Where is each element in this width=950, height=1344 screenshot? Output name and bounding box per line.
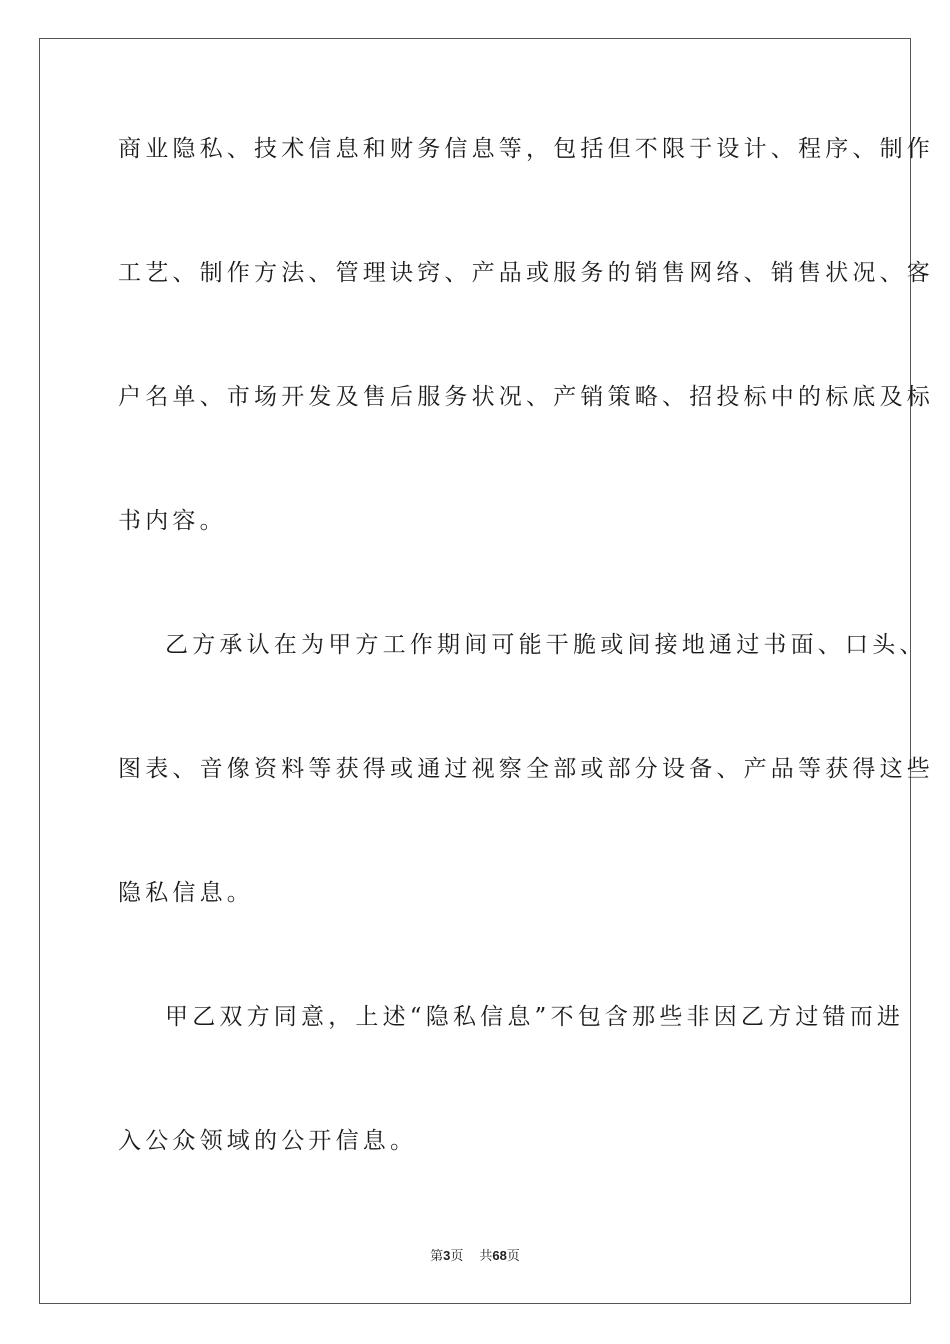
text-line-4: 书内容。 [118,508,227,534]
text-line-7: 隐私信息。 [118,880,254,906]
total-suffix: 页 [506,1249,520,1264]
text-line-3: 户名单、市场开发及售后服务状况、产销策略、招投标中的标底及标 [118,384,934,410]
text-line-5: 乙方承认在为甲方工作期间可能干脆或间接地通过书面、口头、 [165,632,927,658]
text-line-1: 商业隐私、技术信息和财务信息等，包括但不限于设计、程序、制作 [118,136,934,162]
page-border [39,38,934,1304]
page-suffix: 页 [450,1249,464,1264]
page-number: 3 [443,1248,451,1263]
text-line-2: 工艺、制作方法、管理诀窍、产品或服务的销售网络、销售状况、客 [118,260,934,286]
text-line-6: 图表、音像资料等获得或通过视察全部或部分设备、产品等获得这些 [118,756,934,782]
text-line-8: 甲乙双方同意，上述“隐私信息”不包含那些非因乙方过错而进 [165,1004,905,1030]
total-prefix: 共 [479,1249,493,1264]
total-pages: 68 [492,1248,507,1263]
page-prefix: 第 [430,1249,444,1264]
text-line-9: 入公众领域的公开信息。 [118,1128,418,1154]
page-footer [0,1247,950,1266]
